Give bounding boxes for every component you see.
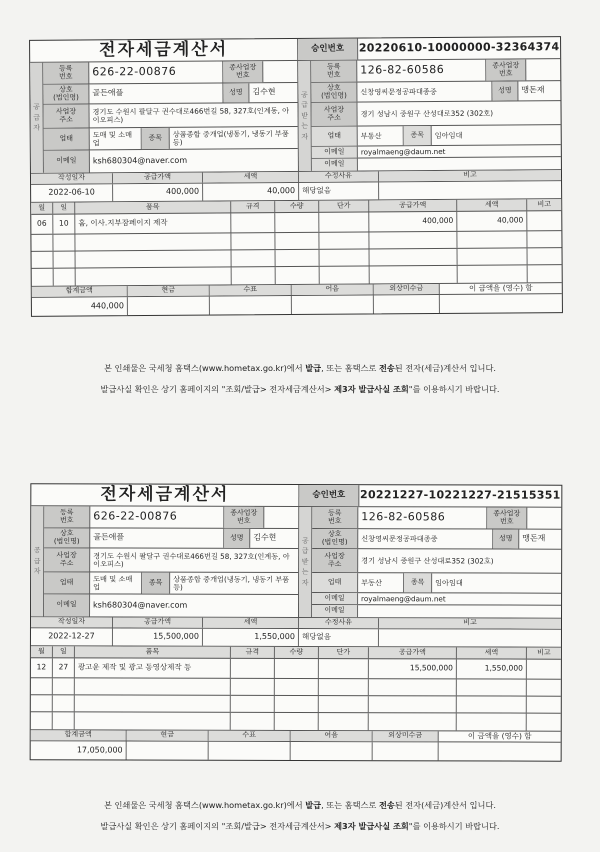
- item-cell: 10: [53, 215, 75, 234]
- items-header-cell: 세액: [457, 647, 527, 658]
- buyer-type: 부동산: [358, 573, 404, 592]
- item-cell: [276, 250, 320, 266]
- items-header-cell: 단가: [319, 647, 369, 658]
- summary-tax-label: 세액: [203, 618, 299, 628]
- side-char: 급: [301, 101, 308, 110]
- supplier-side-label: [31, 506, 44, 616]
- item-cell: 15,500,000: [369, 659, 457, 678]
- credit-amount: [373, 742, 439, 760]
- item-cell: [369, 679, 457, 695]
- summary-remark: [379, 181, 561, 199]
- summary-date-label: 작성일자: [31, 173, 113, 184]
- item-cell: [231, 233, 275, 249]
- item-cell: [75, 678, 231, 694]
- summary-reason-label: 수정사유: [299, 618, 379, 628]
- item-cell: [275, 213, 319, 232]
- side-char: 받: [301, 557, 309, 566]
- note-amount: [292, 295, 374, 314]
- cash-label: 현금: [127, 731, 209, 741]
- side-char: 공: [301, 536, 309, 545]
- buyer-reg-label: 등록 번호: [311, 61, 357, 82]
- item-cell: [370, 249, 458, 266]
- item-cell: [319, 212, 369, 231]
- item-cell: [53, 235, 75, 251]
- buyer-name-label: 상호 (법인명): [311, 83, 357, 102]
- check-label: 수표: [210, 285, 292, 296]
- item-cell: [320, 266, 370, 283]
- item-cell: [31, 712, 53, 729]
- approval-number: 20221227-10221227-21515351: [360, 488, 561, 503]
- item-cell: [275, 679, 319, 695]
- item-cell: [231, 713, 275, 730]
- buyer-address: 경기 성남시 중원구 산성대로352 (302호): [361, 555, 494, 566]
- supplier-section: [31, 506, 299, 617]
- supplier-reg-label: 등록 번호: [43, 62, 89, 83]
- buyer-reg-label: 등록 번호: [312, 507, 358, 528]
- side-char: 받: [301, 111, 308, 120]
- total-amount: 17,050,000: [31, 741, 127, 759]
- supplier-branch-label: 종사업장 번호: [224, 507, 264, 528]
- cash-amount: [127, 742, 209, 760]
- supplier-addr-label: 사업장 주소: [43, 104, 89, 127]
- supplier-email-label: 이메일: [44, 594, 90, 616]
- receipt-statement: 이 금액을 (영수) 함: [468, 283, 533, 293]
- note-label: 어음: [292, 284, 374, 295]
- item-cell: [527, 680, 561, 696]
- buyer-reg-no: 126-82-60586: [357, 60, 486, 82]
- supplier-addr-label: 사업장 주소: [44, 548, 90, 571]
- supplier-branch-label: 종사업장 번호: [223, 61, 263, 82]
- item-cell: [232, 250, 276, 266]
- buyer-email-label: 이메일: [312, 593, 358, 604]
- summary-supply-label: 공급가액: [113, 618, 203, 628]
- item-cell: [53, 695, 75, 711]
- items-header-cell: 공급가액: [369, 647, 457, 658]
- credit-label: 외상미수금: [373, 731, 439, 741]
- item-cell: [53, 712, 75, 729]
- buyer-branch-label: 종사업장 번호: [486, 59, 526, 80]
- side-char: 급: [33, 557, 41, 566]
- buyer-item: 임아임대: [434, 130, 463, 140]
- buyer-type-label: 업태: [312, 127, 358, 146]
- item-cell: [458, 265, 528, 282]
- side-char: 자: [33, 567, 41, 576]
- item-cell: [319, 659, 369, 678]
- items-header-cell: 비고: [537, 648, 551, 657]
- item-cell: [275, 233, 319, 249]
- credit-amount: [374, 295, 440, 313]
- buyer-name: 신창영씨문정공파대종중: [357, 82, 492, 102]
- cash-label: 현금: [128, 286, 210, 297]
- total-label: 합계금액: [32, 286, 128, 297]
- items-header-cell: 규격: [231, 647, 275, 658]
- buyer-name-label: 상호 (법인명): [312, 529, 358, 548]
- supplier-name-label: 상호 (법인명): [44, 528, 90, 547]
- item-cell: [319, 679, 369, 695]
- cash-amount: [128, 297, 210, 316]
- buyer-email-label: 이메일: [312, 147, 358, 158]
- item-cell: [319, 696, 369, 712]
- item-cell: [275, 713, 319, 730]
- buyer-section: [299, 507, 561, 618]
- buyer-addr-label: 사업장 주소: [312, 549, 358, 572]
- buyer-email2: [358, 157, 561, 170]
- item-cell: [32, 269, 54, 286]
- item-row: [31, 712, 561, 730]
- summary-tax: 40,000: [203, 183, 299, 201]
- item-cell: [231, 213, 275, 232]
- buyer-rep-label: 성명: [492, 81, 518, 100]
- supplier-reg-no: 626-22-00876: [90, 506, 224, 527]
- summary-tax: 1,550,000: [203, 629, 299, 646]
- buyer-rep-label: 성명: [493, 530, 519, 549]
- side-char: 공: [33, 546, 41, 555]
- supplier-item: 상품종합 중개업(냉동기, 냉동기 부품 등): [173, 574, 290, 592]
- buyer-email2-label: 이메일: [312, 605, 358, 617]
- side-char: 자: [33, 124, 41, 133]
- supplier-rep-label: 성명: [223, 83, 249, 102]
- supplier-type-label: 업태: [44, 572, 90, 593]
- item-cell: [369, 232, 457, 249]
- footer-note-2-line1: 본 인쇄물은 국세청 홈택스(www.hometax.go.kr)에서 발급, 또는 홈택스로 전송된 전자(세금)계산서 입니다.: [104, 800, 496, 810]
- item-cell: [370, 266, 458, 284]
- item-cell: [457, 679, 527, 695]
- summary-date: 2022-12-27: [31, 628, 113, 645]
- side-char: 급: [301, 547, 309, 556]
- side-char: 공: [301, 90, 308, 99]
- buyer-side-label: [299, 507, 312, 617]
- item-cell: [31, 235, 53, 251]
- supplier-item-label: 종목: [142, 573, 170, 594]
- supplier-reg-no: 626-22-00876: [89, 62, 223, 84]
- invoice-title: 전자세금계산서: [30, 39, 298, 62]
- item-cell: 06: [31, 215, 53, 234]
- buyer-rep: 맹돈재: [521, 85, 545, 95]
- item-cell: [276, 267, 320, 284]
- item-cell: [457, 231, 527, 247]
- summary-supply: 15,500,000: [113, 629, 203, 646]
- approval-label: 승인번호: [299, 485, 359, 506]
- side-char: 급: [33, 113, 40, 122]
- item-cell: [458, 248, 528, 264]
- footer-note-1-line2: 발급사실 확인은 상기 홈페이지의 "조회/발급> 전자세금계산서> 제3자 발급사실 조회"를 이용하시기 바랍니다.: [100, 384, 500, 394]
- supplier-reg-label: 등록 번호: [44, 506, 90, 527]
- items-header-cell: 수량: [275, 201, 319, 212]
- supplier-name-label: 상호 (법인명): [43, 84, 89, 103]
- supplier-name: 골든애플: [89, 84, 223, 104]
- summary-supply-label: 공급가액: [113, 173, 203, 184]
- item-cell: [231, 679, 275, 695]
- items-body: [31, 211, 561, 286]
- items-header-cell: 수량: [275, 647, 319, 658]
- side-char: 는: [301, 122, 309, 131]
- side-char: 는: [301, 568, 309, 577]
- summary-reason: 해당없음: [299, 629, 379, 646]
- item-cell: [75, 712, 231, 729]
- item-cell: [369, 713, 457, 730]
- item-row: [31, 658, 561, 679]
- item-cell: 12: [31, 658, 53, 677]
- summary-tax-label: 세액: [203, 172, 299, 183]
- buyer-item-label: 종목: [404, 126, 432, 145]
- item-cell: 홈, 이사.지부잠페이지 제작: [75, 213, 231, 233]
- item-cell: [369, 696, 457, 712]
- supplier-type-label: 업태: [44, 128, 90, 149]
- buyer-email: royalmaeng@daum.net: [361, 593, 446, 603]
- item-cell: [76, 250, 232, 267]
- item-cell: [527, 211, 561, 230]
- supplier-name: 골든애플: [90, 528, 224, 547]
- item-cell: 400,000: [369, 212, 457, 232]
- receipt-statement-space: [439, 742, 561, 760]
- item-cell: [319, 713, 369, 730]
- supplier-email: ksh680304@naver.com: [92, 155, 188, 166]
- supplier-email: ksh680304@naver.com: [93, 600, 188, 610]
- supplier-rep-label: 성명: [224, 529, 250, 548]
- buyer-branch-label: 종사업장 번호: [487, 508, 527, 529]
- item-row: [31, 695, 561, 713]
- side-char: 자: [301, 578, 309, 587]
- item-cell: [527, 660, 561, 679]
- buyer-name: 신창영씨문정공파대종중: [358, 529, 493, 548]
- supplier-section: [30, 61, 299, 173]
- buyer-branch-no: [526, 59, 560, 80]
- item-row: [31, 678, 561, 696]
- items-header-cell: 세액: [457, 199, 527, 210]
- item-cell: [231, 659, 275, 678]
- item-cell: [75, 233, 231, 250]
- side-char: 자: [301, 132, 309, 141]
- supplier-type: 도매 및 소매업: [90, 572, 142, 593]
- supplier-address: 경기도 수원시 팔달구 권수대로466번길 58, 327호(인계동, 아이오피스): [93, 551, 290, 569]
- buyer-email2-label: 이메일: [312, 159, 358, 171]
- items-body: [31, 658, 561, 730]
- summary-date: 2022-06-10: [31, 184, 113, 202]
- supplier-address: 경기도 수원시 팔달구 권수대로466번길 58, 327호(인계동, 아이오피스): [92, 105, 290, 124]
- side-char: 공: [33, 103, 40, 112]
- item-cell: [319, 232, 369, 248]
- items-header-cell: 규격: [231, 201, 275, 212]
- buyer-type-label: 업태: [312, 573, 358, 592]
- items-header-cell: 품목: [75, 646, 231, 657]
- items-header-cell: 월: [31, 203, 53, 214]
- item-cell: [32, 252, 54, 268]
- total-label: 합계금액: [31, 730, 127, 740]
- items-header-cell: 공급가액: [369, 200, 457, 212]
- item-cell: [275, 659, 319, 678]
- buyer-branch-no: [527, 508, 561, 529]
- footer-note-2-line2: 발급사실 확인은 상기 홈페이지의 "조회/발급> 전자세금계산서> 제3자 발급사실 조회"를 이용하시기 바랍니다.: [100, 821, 500, 831]
- item-cell: [457, 696, 527, 712]
- item-cell: [31, 678, 53, 694]
- items-header-cell: 일: [53, 646, 75, 657]
- item-cell: [275, 696, 319, 712]
- items-header-cell: 품목: [75, 201, 231, 213]
- supplier-item: 상품종합 중개업(냉동기, 냉동기 부품 등): [172, 128, 289, 147]
- check-amount: [209, 742, 291, 760]
- buyer-address: 경기 성남시 중원구 산성대로352 (302호): [360, 108, 494, 119]
- supplier-branch-no: [263, 61, 297, 82]
- approval-label: 승인번호: [298, 39, 358, 60]
- item-cell: [53, 678, 75, 694]
- note-label: 어음: [291, 731, 373, 741]
- receipt-statement: 이 금액을 (영수) 함: [467, 731, 532, 741]
- buyer-item-label: 종목: [404, 573, 432, 592]
- item-cell: [528, 265, 562, 282]
- supplier-branch-no: [264, 507, 298, 528]
- item-cell: [527, 697, 561, 713]
- buyer-email2: [358, 605, 561, 618]
- buyer-section: [298, 59, 561, 171]
- total-amount: 440,000: [32, 297, 128, 316]
- summary-remark: [379, 629, 561, 646]
- tax-invoice: [29, 36, 563, 317]
- item-cell: [457, 713, 527, 730]
- buyer-reg-no: 126-82-60586: [358, 507, 487, 528]
- buyer-rep: 맹돈재: [522, 533, 546, 543]
- approval-number: 20220610-10000000-32364374: [358, 40, 560, 56]
- supplier-side-label: [30, 63, 44, 173]
- item-cell: [76, 267, 232, 285]
- check-amount: [210, 296, 292, 315]
- item-cell: [527, 714, 561, 731]
- buyer-addr-label: 사업장 주소: [311, 103, 357, 126]
- note-amount: [291, 742, 373, 760]
- supplier-rep: 김수현: [253, 532, 277, 543]
- item-cell: [54, 269, 76, 286]
- invoice-title: 전자세금계산서: [31, 484, 299, 506]
- item-cell: 광고운 제작 및 광고 동영상제작 등: [75, 658, 231, 677]
- buyer-side-label: [298, 61, 312, 171]
- item-cell: 40,000: [457, 211, 527, 230]
- item-cell: [54, 252, 76, 268]
- check-label: 수표: [209, 731, 291, 741]
- credit-label: 외상미수금: [374, 284, 440, 294]
- supplier-type: 도매 및 소매업: [90, 128, 142, 149]
- item-cell: 27: [53, 658, 75, 677]
- summary-remark-label: 비고: [379, 170, 561, 181]
- items-header-cell: 비고: [537, 199, 551, 208]
- tax-invoice: [30, 483, 563, 761]
- footer-note-1-line1: 본 인쇄물은 국세청 홈택스(www.hometax.go.kr)에서 발급, 또는 홈택스로 전송된 전자(세금)계산서 입니다.: [104, 363, 496, 373]
- supplier-email-label: 이메일: [44, 150, 90, 172]
- item-cell: [320, 249, 370, 265]
- buyer-email: royalmaeng@daum.net: [360, 146, 446, 157]
- buyer-item: 임아임대: [435, 577, 463, 587]
- item-cell: [231, 696, 275, 712]
- receipt-statement-space: [440, 294, 562, 313]
- summary-date-label: 작성일자: [31, 617, 113, 627]
- summary-reason-label: 수정사유: [299, 171, 379, 182]
- items-header-cell: 단가: [319, 200, 369, 211]
- item-cell: [232, 267, 276, 284]
- item-cell: [31, 695, 53, 711]
- summary-remark-label: 비고: [379, 618, 561, 628]
- supplier-rep: 김수현: [252, 87, 276, 97]
- summary-reason: 해당없음: [299, 182, 379, 200]
- summary-supply: 400,000: [113, 184, 203, 202]
- item-cell: [527, 231, 561, 247]
- item-cell: [75, 695, 231, 711]
- buyer-type: 부동산: [358, 126, 404, 145]
- items-header-cell: 월: [31, 646, 53, 657]
- item-cell: [528, 248, 562, 264]
- items-header-cell: 일: [53, 203, 75, 214]
- supplier-item-label: 종목: [142, 128, 170, 149]
- item-cell: 1,550,000: [457, 659, 527, 678]
